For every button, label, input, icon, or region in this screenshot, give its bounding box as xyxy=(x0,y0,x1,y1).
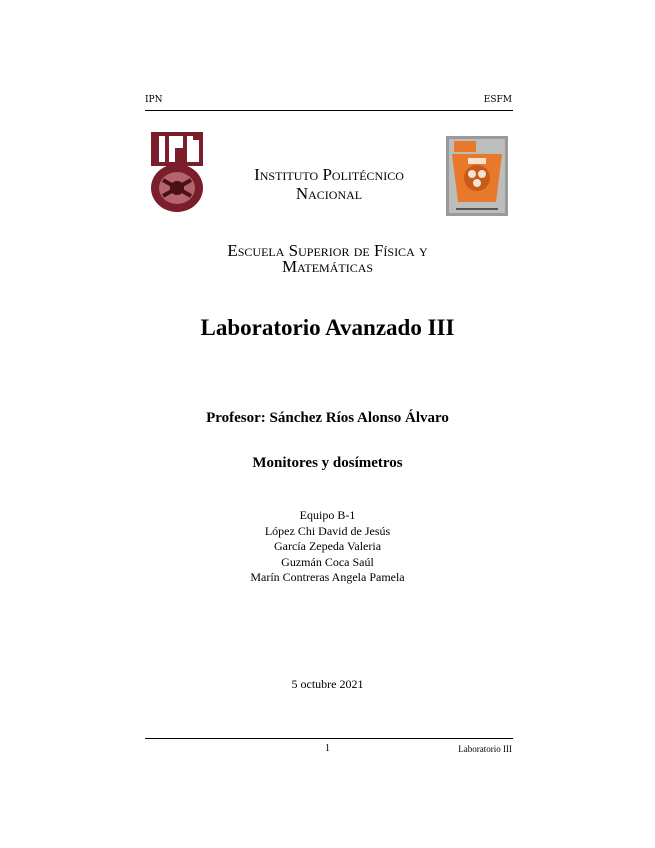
team-member: García Zepeda Valeria xyxy=(273,539,382,553)
header-right-text: ESFM xyxy=(483,95,512,105)
institution-line-2: Nacional xyxy=(295,184,363,203)
team-block xyxy=(160,508,495,586)
institution-name xyxy=(215,165,443,203)
course-title: Laboratorio Avanzado III xyxy=(200,315,455,340)
school-name xyxy=(160,243,495,275)
school-line-2: Matemáticas xyxy=(281,257,374,276)
footer-rule xyxy=(145,738,513,739)
footer-right-text: Laboratorio III xyxy=(458,744,512,754)
page-number: 1 xyxy=(325,743,330,754)
esfm-logo xyxy=(446,136,508,216)
team-member: Guzmán Coca Saúl xyxy=(281,554,374,569)
report-topic: Monitores y dosímetros xyxy=(252,455,403,471)
header-left-text: IPN xyxy=(145,95,163,105)
school-line-1: Escuela Superior de Física y xyxy=(227,241,428,260)
team-name: Equipo B-1 xyxy=(299,508,356,522)
professor-line: Profesor: Sánchez Ríos Alonso Álvaro xyxy=(206,410,449,426)
report-date: 5 octubre 2021 xyxy=(291,677,364,691)
ipn-logo xyxy=(145,130,209,214)
header-rule xyxy=(145,110,513,111)
team-member: Marín Contreras Angela Pamela xyxy=(250,570,405,584)
team-member: López Chi David de Jesús xyxy=(264,523,391,538)
institution-line-1: Instituto Politécnico xyxy=(254,165,404,184)
